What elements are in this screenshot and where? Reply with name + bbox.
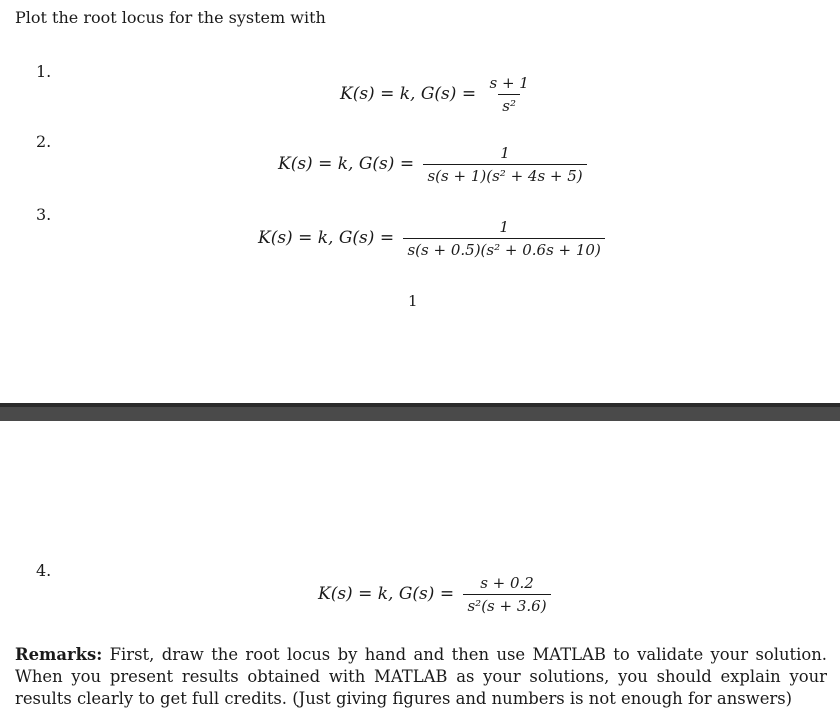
problem-number-2: 2. bbox=[36, 132, 52, 151]
denominator: s(s + 1)(s² + 4s + 5) bbox=[423, 164, 586, 185]
equation-lhs: K(s) = k, G(s) = bbox=[278, 154, 415, 174]
remarks-paragraph bbox=[15, 644, 827, 710]
remarks-label: Remarks: bbox=[15, 645, 103, 664]
equation-lhs: K(s) = k, G(s) = bbox=[318, 584, 455, 604]
problem-number-3: 3. bbox=[36, 205, 52, 224]
numerator: s + 0.2 bbox=[480, 574, 534, 592]
equation-2 bbox=[278, 144, 587, 185]
numerator: 1 bbox=[499, 218, 509, 236]
transfer-fraction bbox=[403, 218, 604, 259]
transfer-fraction bbox=[463, 574, 550, 615]
equation-3 bbox=[258, 218, 605, 259]
problem-number-4: 4. bbox=[36, 561, 52, 580]
equation-lhs: K(s) = k, G(s) = bbox=[258, 228, 395, 248]
transfer-fraction bbox=[423, 144, 586, 185]
numerator: 1 bbox=[500, 144, 510, 162]
denominator: s² bbox=[498, 94, 520, 115]
transfer-fraction bbox=[485, 74, 532, 115]
page-separator bbox=[0, 403, 840, 421]
remarks-text: First, draw the root locus by hand and then use MATLAB to validate your solution. When you present results obtained with MATLAB as your solutions, you should explain your results clearly to get full credits. (Just giving figures and numbers is not enough for answers) bbox=[15, 645, 827, 708]
equation-1 bbox=[340, 74, 533, 115]
equation-4 bbox=[318, 574, 551, 615]
problem-number-1: 1. bbox=[36, 62, 52, 81]
denominator: s(s + 0.5)(s² + 0.6s + 10) bbox=[403, 238, 604, 259]
denominator: s²(s + 3.6) bbox=[463, 594, 550, 615]
intro-text: Plot the root locus for the system with bbox=[15, 8, 326, 27]
page-number: 1 bbox=[408, 292, 418, 310]
numerator: s + 1 bbox=[489, 74, 529, 92]
equation-lhs: K(s) = k, G(s) = bbox=[340, 84, 477, 104]
